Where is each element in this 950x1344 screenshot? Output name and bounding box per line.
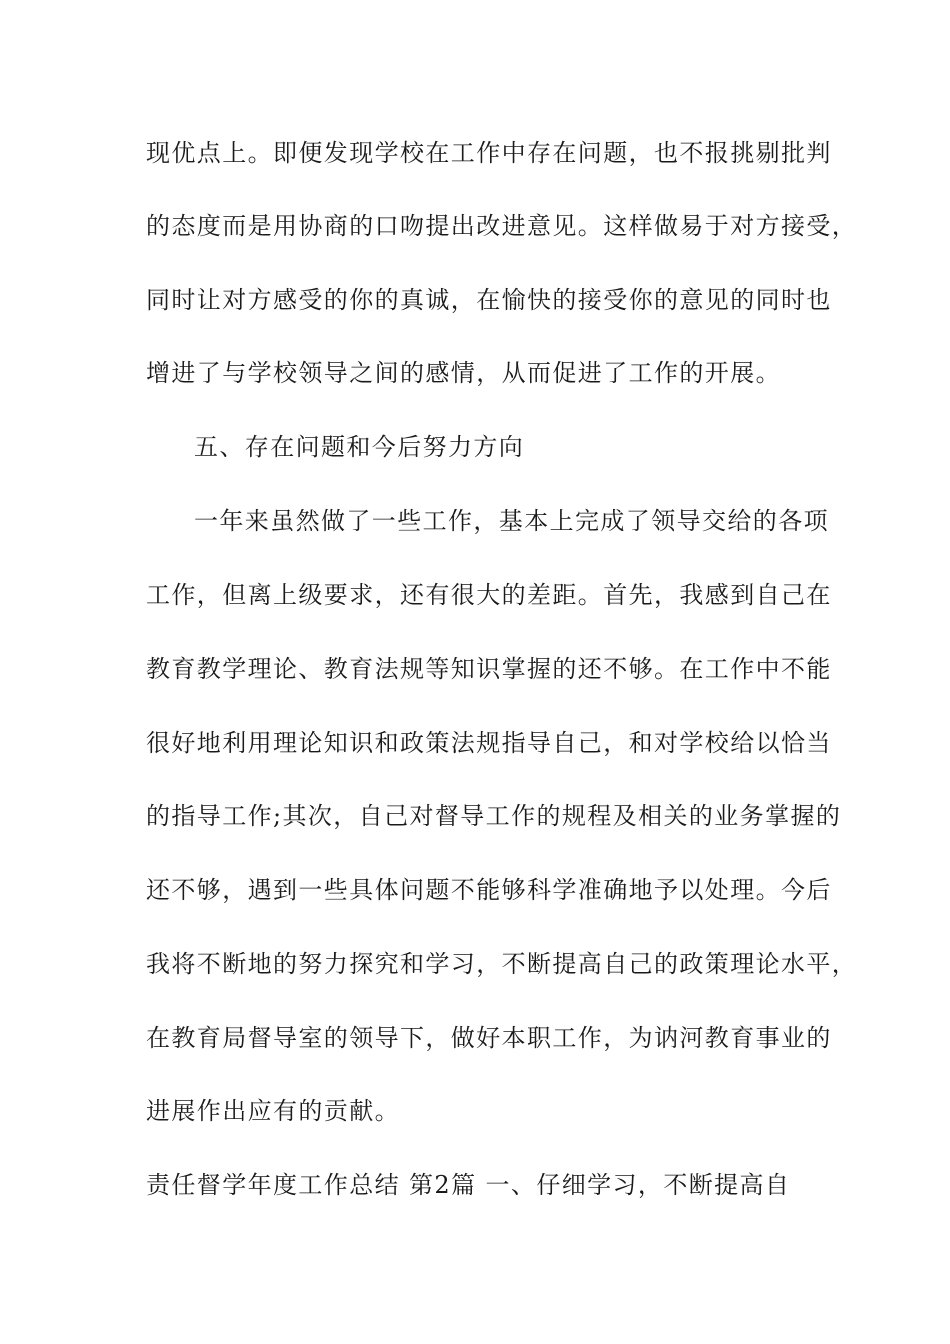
text-line: 工作，但离上级要求，还有很大的差距。首先，我感到自己在: [146, 581, 832, 609]
text-line: 在教育局督导室的领导下，做好本职工作，为讷河教育事业的: [146, 1024, 832, 1052]
document-title-line: 责任督学年度工作总结 第2篇 一、仔细学习，不断提高自: [146, 1171, 791, 1199]
text-line: 一年来虽然做了一些工作，基本上完成了领导交给的各项: [194, 507, 829, 535]
text-line: 增进了与学校领导之间的感情，从而促进了工作的开展。: [146, 359, 781, 387]
text-line: 我将不断地的努力探究和学习，不断提高自己的政策理论水平，: [146, 950, 858, 978]
text-line: 同时让对方感受的你的真诚，在愉快的接受你的意见的同时也: [146, 286, 832, 314]
text-line: 现优点上。即便发现学校在工作中存在问题，也不报挑剔批判: [146, 139, 832, 167]
text-line: 很好地利用理论知识和政策法规指导自己，和对学校给以恰当: [146, 729, 832, 757]
text-line: 的态度而是用协商的口吻提出改进意见。这样做易于对方接受，: [146, 212, 858, 240]
text-line: 教育教学理论、教育法规等知识掌握的还不够。在工作中不能: [146, 655, 832, 683]
text-line: 的指导工作;其次，自己对督导工作的规程及相关的业务掌握的: [146, 802, 842, 830]
section-heading: 五、存在问题和今后努力方向: [194, 433, 525, 461]
text-line: 还不够，遇到一些具体问题不能够科学准确地予以处理。今后: [146, 876, 832, 904]
text-line: 进展作出应有的贡献。: [146, 1097, 400, 1125]
